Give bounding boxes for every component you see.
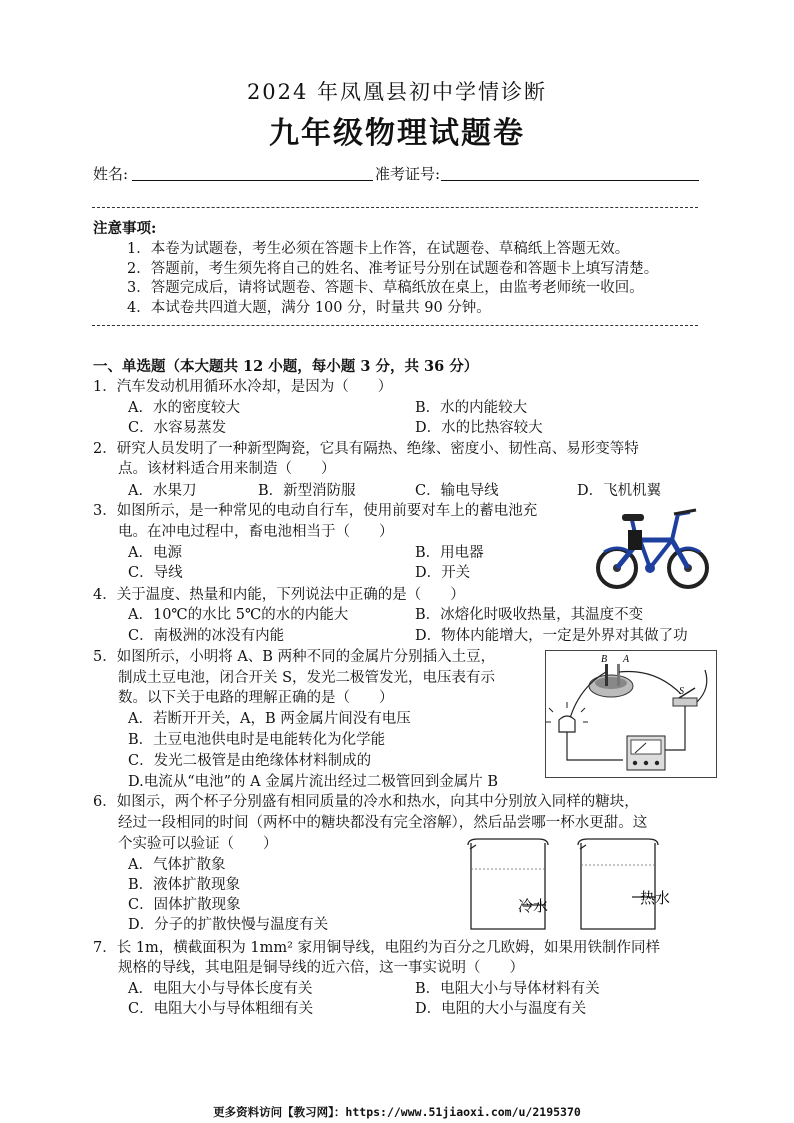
question-7-stem: 7．长 1m，横截面积为 1mm² 家用铜导线，电阻约为百分之几欧姆，如果用铁制作同样 <box>93 940 661 956</box>
q6-option-a: A．气体扩散象 <box>128 857 226 873</box>
q2-option-c: C．输电导线 <box>415 483 499 499</box>
q7-option-b: B．电阻大小与导体材料有关 <box>415 981 600 997</box>
q3-option-c: C．导线 <box>128 565 183 581</box>
q5-option-c: C．发光二极管是由绝缘体材料制成的 <box>128 753 372 769</box>
q7-option-d: D．电阻的大小与温度有关 <box>415 1001 587 1017</box>
q5-option-a: A．若断开开关，A，B 两金属片间没有电压 <box>128 711 411 727</box>
q6-option-b: B．液体扩散现象 <box>128 877 241 893</box>
potato-battery-circuit-figure <box>545 650 717 778</box>
notice-item: 4．本试卷共四道大题，满分 100 分，时量共 90 分钟。 <box>127 300 491 316</box>
notice-heading: 注意事项: <box>93 220 157 237</box>
q5-option-b: B．土豆电池供电时是电能转化为化学能 <box>128 732 386 748</box>
q4-option-b: B．冰熔化时吸收热量，其温度不变 <box>415 607 644 623</box>
notice-item: 1．本卷为试题卷，考生必须在答题卡上作答，在试题卷、草稿纸上答题无效。 <box>127 241 630 257</box>
q4-option-d: D．物体内能增大，一定是外界对其做了功 <box>415 628 688 644</box>
switch-label-s: S <box>679 686 684 697</box>
q6-option-d: D．分子的扩散快慢与温度有关 <box>128 917 329 933</box>
question-5-stem: 5．如图所示，小明将 A、B 两种不同的金属片分别插入土豆， <box>93 649 496 665</box>
beaker-label-hot: 热水 <box>640 891 671 907</box>
q1-option-c: C．水容易蒸发 <box>128 420 227 436</box>
name-blank <box>132 180 373 181</box>
notice-item: 2．答题前，考生须先将自己的姓名、准考证号分别在试题卷和答题卡上填写清楚。 <box>127 261 659 277</box>
electric-bicycle-figure <box>592 500 714 592</box>
q7-option-c: C．电阻大小与导体粗细有关 <box>128 1001 314 1017</box>
q1-option-a: A．水的密度较大 <box>128 400 240 416</box>
divider-top <box>92 207 698 208</box>
q7-option-a: A．电阻大小与导体长度有关 <box>128 981 313 997</box>
question-2-stem: 点。该材料适合用来制造（ ） <box>118 461 336 477</box>
notice-item: 3．答题完成后，请将试题卷、答题卡、草稿纸放在桌上，由监考老师统一收回。 <box>127 280 644 296</box>
q3-option-a: A．电源 <box>128 545 182 561</box>
q4-option-c: C．南极洲的冰没有内能 <box>128 628 285 644</box>
question-6-stem: 个实验可以验证（ ） <box>118 836 278 852</box>
q1-option-d: D．水的比热容较大 <box>415 420 543 436</box>
q2-option-d: D．飞机机翼 <box>577 483 662 499</box>
name-label: 姓名: <box>93 165 129 183</box>
question-4-stem: 4．关于温度、热量和内能，下列说法中正确的是（ ） <box>93 587 465 603</box>
q3-option-d: D．开关 <box>415 565 471 581</box>
q4-option-a: A．10℃的水比 5℃的水的内能大 <box>128 607 349 623</box>
exam-subtitle: 九年级物理试题卷 <box>269 116 525 151</box>
question-5-stem: 数。以下关于电路的理解正确的是（ ） <box>118 690 394 706</box>
id-blank <box>441 180 699 181</box>
question-2-stem: 2．研究人员发明了一种新型陶瓷，它具有隔热、绝缘、密度小、韧性高、易形变等特 <box>93 441 639 457</box>
section-heading: 一、单选题（本大题共 12 小题，每小题 3 分，共 36 分） <box>93 358 479 375</box>
beaker-label-cold: 冷水 <box>518 899 549 915</box>
footer-link[interactable]: 更多资料访问【教习网】：https://www.51jiaoxi.com/u/2195370 <box>213 1105 581 1119</box>
q2-option-a: A．水果刀 <box>128 483 197 499</box>
potato-label-a: A <box>623 654 630 665</box>
q3-option-b: B．用电器 <box>415 545 484 561</box>
question-5-stem: 制成土豆电池，闭合开关 S，发光二极管发光，电压表有示 <box>118 670 496 686</box>
question-3-stem: 电。在冲电过程中，畜电池相当于（ ） <box>118 524 394 540</box>
question-6-stem: 6．如图示，两个杯子分别盛有相同质量的冷水和热水，向其中分别放入同样的糖块， <box>93 794 639 810</box>
beakers-figure <box>462 835 692 935</box>
question-7-stem: 规格的导线，其电阻是铜导线的近六倍，这一事实说明（ ） <box>118 960 524 976</box>
q5-option-d: D.电流从“电池”的 A 金属片流出经过二极管回到金属片 B <box>128 774 498 790</box>
question-6-stem: 经过一段相同的时间（两杯中的糖块都没有完全溶解），然后品尝哪一杯水更甜。这 <box>118 815 648 831</box>
id-label: 准考证号: <box>375 165 441 183</box>
q2-option-b: B．新型消防服 <box>258 483 356 499</box>
q6-option-c: C．固体扩散现象 <box>128 897 241 913</box>
divider-bottom <box>92 325 698 326</box>
q1-option-b: B．水的内能较大 <box>415 400 528 416</box>
question-3-stem: 3．如图所示，是一种常见的电动自行车，使用前要对车上的蓄电池充 <box>93 503 538 519</box>
potato-label-b: B <box>601 654 608 665</box>
exam-title: 2024 年凤凰县初中学情诊断 <box>246 80 548 104</box>
question-1-stem: 1．汽车发动机用循环水冷却，是因为（ ） <box>93 379 393 395</box>
